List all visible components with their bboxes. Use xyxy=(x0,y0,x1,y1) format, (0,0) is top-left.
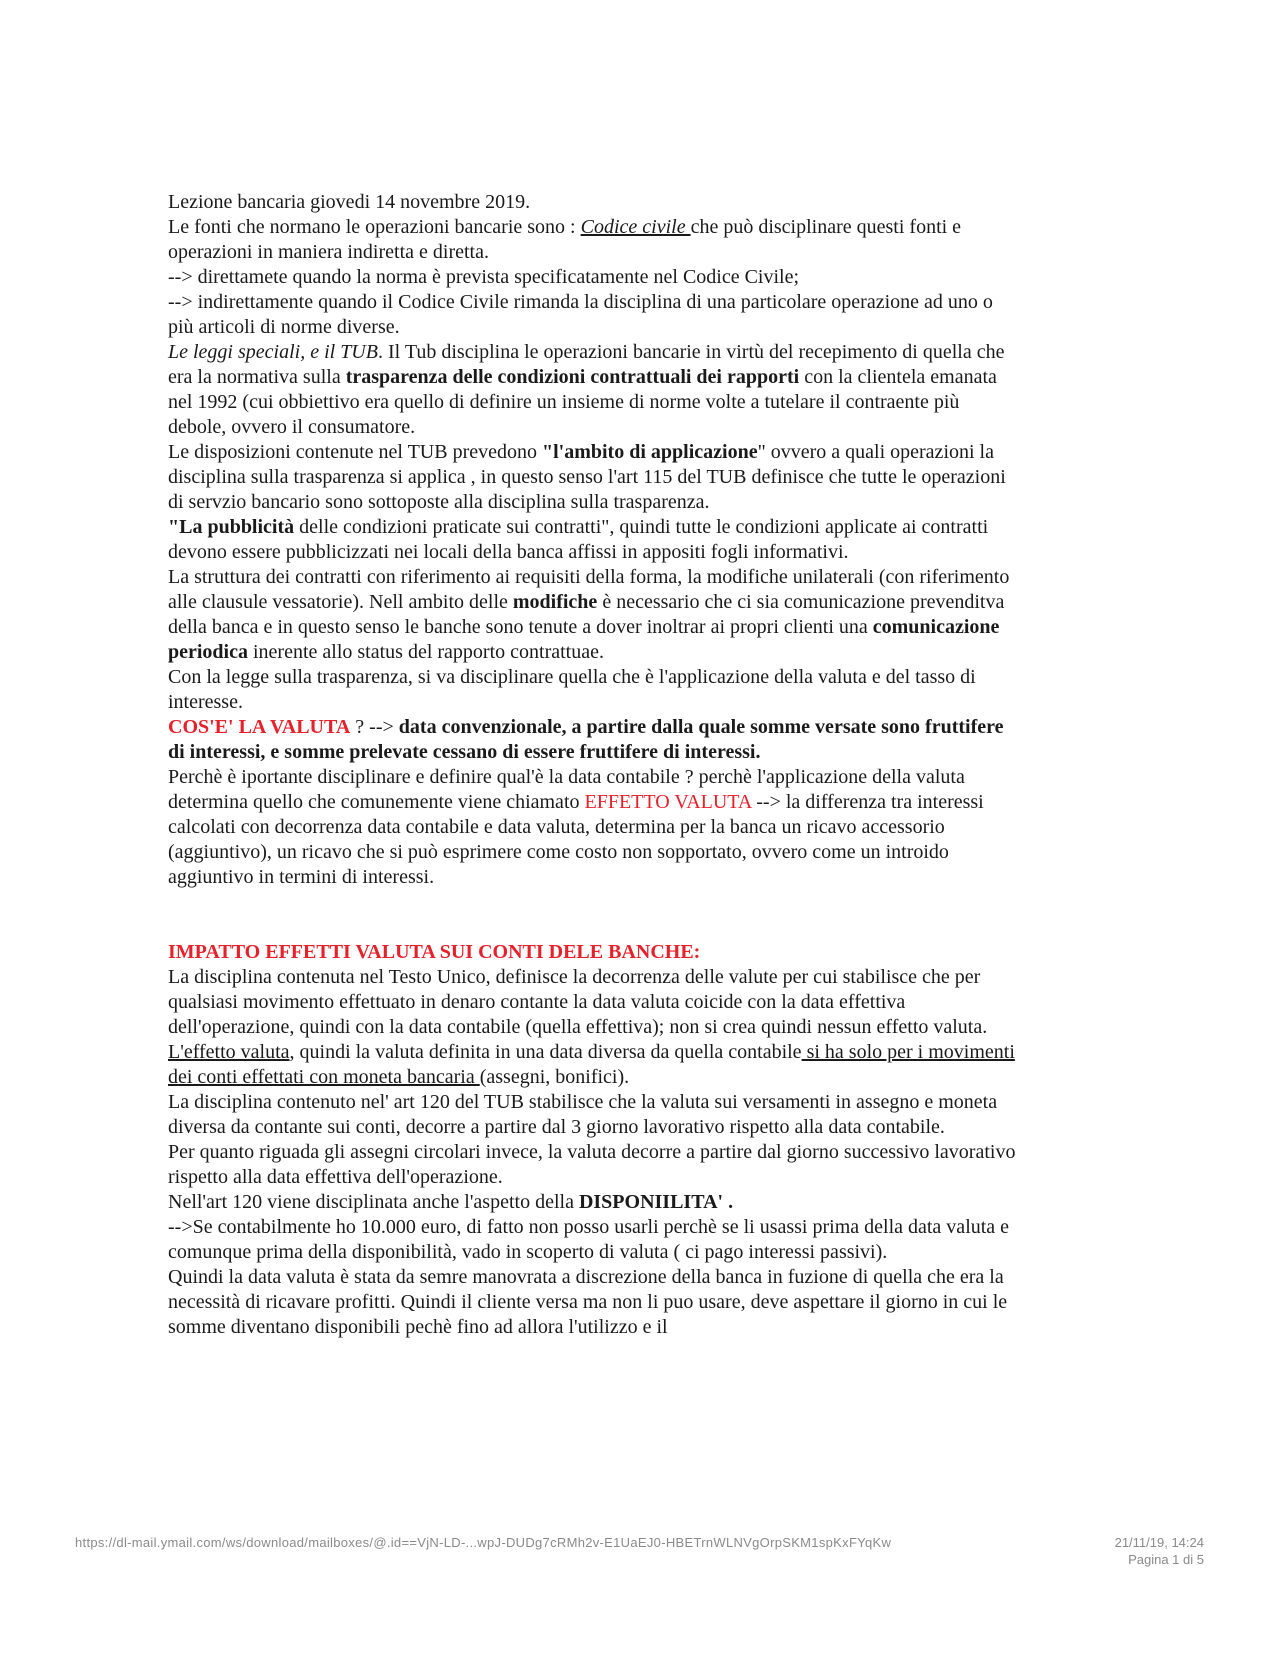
text-span: La struttura dei contratti con riferimento ai requisiti della forma, la modifiche unilaterali (con riferimento alle clausule vessatorie). Nell ambito delle xyxy=(168,566,1010,613)
bold-text: data convenzionale, a partire dalla quale somme versate sono fruttifere di interessi, e somme prelevate cessano di essere fruttifere di interessi. xyxy=(168,716,1004,763)
text-span: inerente allo status del rapporto contrattuae. xyxy=(248,641,604,663)
paragraph-indirect: --> indirettamente quando il Codice Civile rimanda la disciplina di una particolare operazione ad uno o più articoli di norme diverse. xyxy=(168,291,993,338)
text-span: , quindi la valuta definita in una data diversa da quella contabile xyxy=(289,1041,802,1063)
italic-heading: Le leggi speciali, e il TUB xyxy=(168,341,378,363)
bold-text: trasparenza delle condizioni contrattuali dei rapporti xyxy=(345,366,800,388)
bold-text: "La pubblicità xyxy=(168,516,295,538)
red-heading: COS'E' LA VALUTA xyxy=(168,716,351,738)
text-span: . Il Tub disciplina le operazioni bancarie in virtù del recepimento di quella che era la normativa sulla xyxy=(168,341,1005,388)
paragraph-publicity xyxy=(168,515,1016,565)
paragraph-title: Lezione bancaria giovedi 14 novembre 2019. xyxy=(168,191,531,213)
footer-page-number: Pagina 1 di 5 xyxy=(1128,1552,1204,1567)
paragraph-effetto-definition xyxy=(168,1040,1016,1090)
paragraph-example: -->Se contabilmente ho 10.000 euro, di fatto non posso usarli perchè se li usassi prima della data valuta e comunque prima della disponibilità, vado in scoperto di valuta ( ci pago interessi passivi). xyxy=(168,1216,1010,1263)
underlined-text: L'effetto valuta xyxy=(168,1041,290,1063)
paragraph-transparency-law: Con la legge sulla trasparenza, si va disciplinare quella che è l'applicazione della valuta e del tasso di interesse. xyxy=(168,666,976,713)
text-span: ? --> xyxy=(350,716,399,738)
text-span: Nell'art 120 viene disciplinata anche l'aspetto della xyxy=(168,1191,579,1213)
paragraph-conclusion: Quindi la data valuta è stata da semre manovrata a discrezione della banca in fuzione di quella che era la necessità di ricavare profitti. Quindi il cliente versa ma non li puo usare, deve aspettare il giorno in cui le somme diventano disponibili pechè fino ad allora l'utilizzo e il xyxy=(168,1266,1008,1338)
paragraph-special-laws xyxy=(168,340,1016,440)
footer-datetime: 21/11/19, 14:24 xyxy=(1114,1535,1204,1550)
codice-civile-text: Codice civile xyxy=(580,216,691,238)
bold-text: comunicazione periodica xyxy=(168,616,1000,663)
paragraph-valuta-definition xyxy=(168,715,1016,765)
underlined-text: si ha solo per i movimenti dei conti effettati con moneta bancaria xyxy=(168,1041,1015,1088)
paragraph-effetto-valuta xyxy=(168,765,1016,890)
text-span: delle condizioni praticate sui contratti", quindi tutte le condizioni applicate ai contratti devono essere pubblicizzati nei locali della banca affissi in appositi fogli informativi. xyxy=(168,516,989,563)
text-span: Perchè è iportante disciplinare e definire qual'è la data contabile ? perchè l'applicazione della valuta determina quello che comunemente viene chiamato xyxy=(168,766,965,813)
spacer xyxy=(168,915,1016,940)
bold-text: "l'ambito di applicazione xyxy=(542,441,758,463)
section-heading: IMPATTO EFFETTI VALUTA SUI CONTI DELE BANCHE: xyxy=(168,941,701,963)
footer-meta xyxy=(1115,1534,1204,1568)
spacer xyxy=(168,890,1016,915)
paragraph-testo-unico: La disciplina contenuta nel Testo Unico, definisce la decorrenza delle valute per cui stabilisce che per qualsiasi movimento effettuato in denaro contante la data valuta coicide con la data effettiva dell'operazione, quindi con la data contabile (quella effettiva); non si crea quindi nessun effetto valuta. xyxy=(168,966,988,1038)
text-span: " ovvero a quali operazioni la disciplina sulla trasparenza si applica , in questo senso l'art 115 del TUB definisce che tutte le operazioni di servzio bancario sono sottoposte alla disciplina sulla trasparenza. xyxy=(168,441,1006,513)
text-span: Le fonti che normano le operazioni bancarie sono : xyxy=(168,216,581,238)
red-term: EFFETTO VALUTA xyxy=(584,791,752,813)
bold-text: DISPONIILITA' . xyxy=(578,1191,734,1213)
paragraph-assegni-circolari: Per quanto riguada gli assegni circolari invece, la valuta decorre a partire dal giorno successivo lavorativo rispetto alla data effettiva dell'operazione. xyxy=(168,1141,1016,1188)
paragraph-art-120: La disciplina contenuto nel' art 120 del TUB stabilisce che la valuta sui versamenti in assegno e moneta diversa da contante sui conti, decorre a partire dal 3 giorno lavorativo rispetto alla data contabile. xyxy=(168,1091,998,1138)
footer-url: https://dl-mail.ymail.com/ws/download/mailboxes/@.id==VjN-LD-...wpJ-DUDg7cRMh2v-E1UaEJ0-HBETrnWLNVgOrpSKM1spKxFYqKw xyxy=(75,1535,892,1550)
text-span: (assegni, bonifici). xyxy=(479,1066,630,1088)
text-span: che può disciplinare questi fonti e operazioni in maniera indiretta e diretta. xyxy=(168,216,962,263)
text-span: con la clientela emanata nel 1992 (cui obbiettivo era quello di definire un insieme di norme volte a tutelare il contraente più debole, ovvero il consumatore. xyxy=(168,366,997,438)
text-span: Le disposizioni contenute nel TUB prevedono xyxy=(168,441,542,463)
text-span: è necessario che ci sia comunicazione prevenditva della banca e in questo senso le banche sono tenute a dover inoltrar ai propri clienti una xyxy=(168,591,1005,638)
document-body xyxy=(168,190,1016,1340)
text-span: --> la differenza tra interessi calcolati con decorrenza data contabile e data valuta, determina per la banca un ricavo accessorio (aggiuntivo), un ricavo che si può esprimere come costo non sopportato, ovvero come un introido aggiuntivo in termini di interessi. xyxy=(168,791,984,888)
paragraph-sources xyxy=(168,215,1016,265)
bold-text: modifiche xyxy=(512,591,598,613)
paragraph-direct: --> direttamete quando la norma è prevista specificatamente nel Codice Civile; xyxy=(168,266,800,288)
paragraph-scope xyxy=(168,440,1016,515)
paragraph-contracts xyxy=(168,565,1016,665)
paragraph-disponibilita xyxy=(168,1190,1016,1215)
